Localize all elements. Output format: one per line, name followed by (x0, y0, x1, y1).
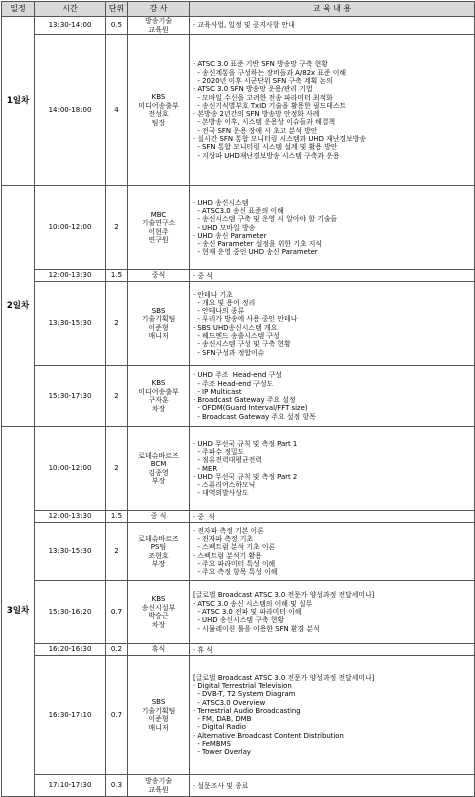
unit-cell: 2 (106, 186, 128, 270)
time-cell: 10:00-12:00 (35, 427, 106, 511)
content-line: - 우리가 방송에 사용 중인 안테나 (193, 315, 298, 324)
content-line: - DVB-T, T2 System Diagram (193, 690, 296, 699)
content-line: - 점유전력대평균전력 (193, 456, 262, 465)
content-line: · 중 식 (193, 512, 216, 521)
unit-cell: 2 (106, 282, 128, 366)
content-line: - IP Multicast (193, 387, 242, 396)
content-line: - Tower Overlay (193, 748, 251, 757)
time-cell: 14:00-18:00 (35, 35, 106, 186)
header-instructor: 강 사 (128, 2, 190, 17)
table-row (2, 366, 475, 427)
time-cell: 16:30-17:10 (35, 656, 106, 775)
content-cell (190, 523, 475, 581)
content-line: - ATSC 3.0 전파 및 파라미터 이해 (193, 608, 302, 617)
content-line: · 안테나 기초 (193, 290, 233, 299)
day-cell: 1일차 (2, 17, 35, 186)
content-line: · Alternative Broadcast Content Distribution (193, 731, 344, 740)
content-line: - 스펙트럼 분석 기초 이론 (193, 543, 276, 552)
content-line: - UHD 모바일 방송 (193, 223, 256, 232)
content-line: - 송신 Parameter 설정을 위한 기초 지식 (193, 240, 323, 249)
content-line: [글로벌 Broadcast ATSC 3.0 전문가 양성과정 전달세미나] (193, 591, 375, 600)
unit-cell: 0.7 (106, 656, 128, 775)
content-line: · 실시간 SFN 통합 모니터링 시스템과 UHD 재난경보방송 (193, 135, 367, 144)
content-line: - 안테나의 종류 (193, 307, 245, 316)
content-cell (190, 644, 475, 656)
content-line: - 전국 SFN 운용 장애 시 초고 분석 방안 (193, 126, 318, 135)
content-line: - 주요 측정 항목 특성 이해 (193, 568, 278, 577)
table-row (2, 644, 475, 656)
instructor-cell: KBS 송신시설부 박승근 차장 (128, 581, 190, 644)
content-cell (190, 17, 475, 35)
content-line: · UHD 무선국 규칙 및 측정 Part 1 (193, 439, 298, 448)
header-time: 시간 (35, 2, 106, 17)
day-cell: 2일차 (2, 186, 35, 427)
content-cell (190, 581, 475, 644)
content-line: - 스퓨리어스하모닉 (193, 481, 256, 490)
content-cell (190, 511, 475, 523)
content-line: - UHD 송신시스템 구축 현황 (193, 616, 285, 625)
header-day: 일정 (2, 2, 35, 17)
table-row (2, 511, 475, 523)
time-cell: 15:30-16:20 (35, 581, 106, 644)
instructor-cell: SBS 기술기획팀 이준형 매니저 (128, 656, 190, 775)
content-line: - 송신시스템 구성 및 구축 현황 (193, 340, 291, 349)
content-line: · 본방송 2년간의 SFN 방송망 안정화 사례 (193, 110, 320, 119)
table-row (2, 186, 475, 270)
content-line: - 송신시스템 구축 및 운영 시 알아야 할 기술들 (193, 215, 338, 224)
table-row (2, 656, 475, 775)
unit-cell: 0.3 (106, 775, 128, 797)
instructor-cell: KBS 미디어송출부 구자훈 차장 (128, 366, 190, 427)
content-line: - 주조 Head-end 구성도 (193, 379, 274, 388)
unit-cell: 2 (106, 523, 128, 581)
instructor-cell: 로데슈바르즈 PS팀 조현호 부장 (128, 523, 190, 581)
time-cell: 15:30-17:30 (35, 366, 106, 427)
content-line: · ATSC 3.0 표준 기반 SFN 방송망 구축 현황 (193, 60, 328, 69)
content-cell (190, 775, 475, 797)
content-line: - 개요 및 용어 정리 (193, 298, 256, 307)
unit-cell: 2 (106, 366, 128, 427)
schedule-table (1, 1, 475, 797)
instructor-cell: SBS 기술기획팀 이준형 매니저 (128, 282, 190, 366)
time-cell: 13:30-14:00 (35, 17, 106, 35)
time-cell: 13:30-15:30 (35, 282, 106, 366)
table-row (2, 270, 475, 282)
content-line: · ATSC 3.0 SFN 방송망 운용/관리 기법 (193, 85, 313, 94)
time-cell: 10:00-12:00 (35, 186, 106, 270)
content-line: · Digital Terrestrial Television (193, 682, 292, 690)
content-line: - OFDM(Guard Interval/FFT size) (193, 404, 308, 413)
content-line: · 전자파 측정 기본 이론 (193, 526, 264, 535)
content-cell (190, 656, 475, 775)
unit-cell: 0.7 (106, 581, 128, 644)
schedule-body (2, 17, 475, 797)
content-line: · UHD 송신시스템 (193, 198, 249, 207)
content-line: - 주파수 정밀도 (193, 447, 245, 456)
content-line: · 교육사업, 일정 및 공지사항 안내 (193, 21, 295, 30)
content-line: - 송신계통을 구성하는 장비들과 A/82x 표준 이해 (193, 68, 347, 77)
day-cell: 3일차 (2, 427, 35, 797)
content-cell (190, 186, 475, 270)
time-cell: 16:20-16:30 (35, 644, 106, 656)
table-row (2, 581, 475, 644)
content-line: - 현재 운영 중인 UHD 송신 Parameter (193, 248, 318, 257)
content-line: - 본방송 이후, 시스템 운용상 이슈들과 해결책 (193, 118, 336, 127)
content-line: - SFN구성과 정합이슈 (193, 348, 265, 357)
content-line: · 설문조사 및 종료 (193, 781, 249, 790)
content-cell (190, 427, 475, 511)
content-line: · ATSC 3.0 송신 시스템의 이해 및 실무 (193, 599, 313, 608)
table-row (2, 35, 475, 186)
content-line: - ATSC3.0 송신 표준의 이해 (193, 206, 284, 215)
content-line: - 주요 파라미터 특성 이해 (193, 559, 276, 568)
table-row (2, 775, 475, 797)
unit-cell: 4 (106, 35, 128, 186)
table-row (2, 17, 475, 35)
content-line: - 전자파 측정 기초 (193, 535, 254, 544)
content-line: - Broadcast Gateway 주요 설정 항목 (193, 412, 316, 421)
time-cell: 12:00-13:30 (35, 511, 106, 523)
header-content: 교 육 내 용 (190, 2, 475, 17)
content-line: - SFN 통합 모니터링 시스템 설계 및 활용 방안 (193, 143, 338, 152)
content-line: - ATSC3.0 Overview (193, 698, 266, 707)
content-cell (190, 366, 475, 427)
content-line: - FM, DAB, DMB (193, 715, 252, 724)
content-line: - FeMBMS (193, 740, 231, 749)
instructor-cell: MBC 기술연구소 이현주 연구원 (128, 186, 190, 270)
time-cell: 17:10-17:30 (35, 775, 106, 797)
instructor-cell: 중 식 (128, 511, 190, 523)
content-line: · 중 식 (193, 271, 213, 280)
content-line: · Broadcast Gateway 주요 설정 (193, 396, 296, 405)
unit-cell: 1.5 (106, 511, 128, 523)
content-line: - 헤드엔드 송출시스템 구성 (193, 331, 280, 340)
content-line: - 송신기식별부호 TxID 기술을 활용한 필드테스트 (193, 101, 347, 110)
content-line: - 시뮬레이션 툴을 이용한 SFN 환경 분석 (193, 624, 320, 633)
content-line: · UHD 무선국 규칙 및 측정 Part 2 (193, 472, 298, 481)
content-line: - 2020년 이후 시군단위 SFN 구축 계획 논의 (193, 77, 333, 85)
unit-cell: 0.2 (106, 644, 128, 656)
table-row (2, 282, 475, 366)
unit-cell: 1.5 (106, 270, 128, 282)
content-line: · UHD 주조 Head-end 구성 (193, 371, 282, 380)
content-cell (190, 282, 475, 366)
content-line: · 스펙트럼 분석기 활용 (193, 551, 262, 560)
content-line: · 휴 식 (193, 645, 213, 654)
header-unit: 단위 (106, 2, 128, 17)
content-line: · SBS UHD송신시스템 개요 (193, 323, 278, 332)
content-line: - 대역외발사상도 (193, 489, 249, 498)
instructor-cell: KBS 미디어송출부 전성호 팀장 (128, 35, 190, 186)
instructor-cell: 방송기술 교육원 (128, 17, 190, 35)
unit-cell: 2 (106, 427, 128, 511)
unit-cell: 0.5 (106, 17, 128, 35)
content-line: - MER (193, 464, 218, 473)
instructor-cell: 로데슈바르즈 BCM 김종영 부장 (128, 427, 190, 511)
table-row (2, 427, 475, 511)
instructor-cell: 중식 (128, 270, 190, 282)
instructor-cell: 방송기술 교육원 (128, 775, 190, 797)
time-cell: 12:00-13:30 (35, 270, 106, 282)
content-line: [글로벌 Broadcast ATSC 3.0 전문가 양성과정 전달세미나] (193, 673, 375, 682)
time-cell: 13:30-15:30 (35, 523, 106, 581)
content-cell (190, 270, 475, 282)
instructor-cell: 휴식 (128, 644, 190, 656)
content-line: · UHD 송신 Parameter (193, 231, 267, 240)
content-line: - 지상파 UHD재난경보방송 시스템 구축과 운용 (193, 151, 340, 160)
content-line: · Terrestrial Audio Broadcasting (193, 706, 301, 715)
content-line: - 모바일 수신을 고려한 전송 파라미터 최적화 (193, 93, 333, 102)
table-header-row (2, 2, 475, 17)
table-row (2, 523, 475, 581)
content-cell (190, 35, 475, 186)
content-line: - Digital Radio (193, 723, 246, 732)
